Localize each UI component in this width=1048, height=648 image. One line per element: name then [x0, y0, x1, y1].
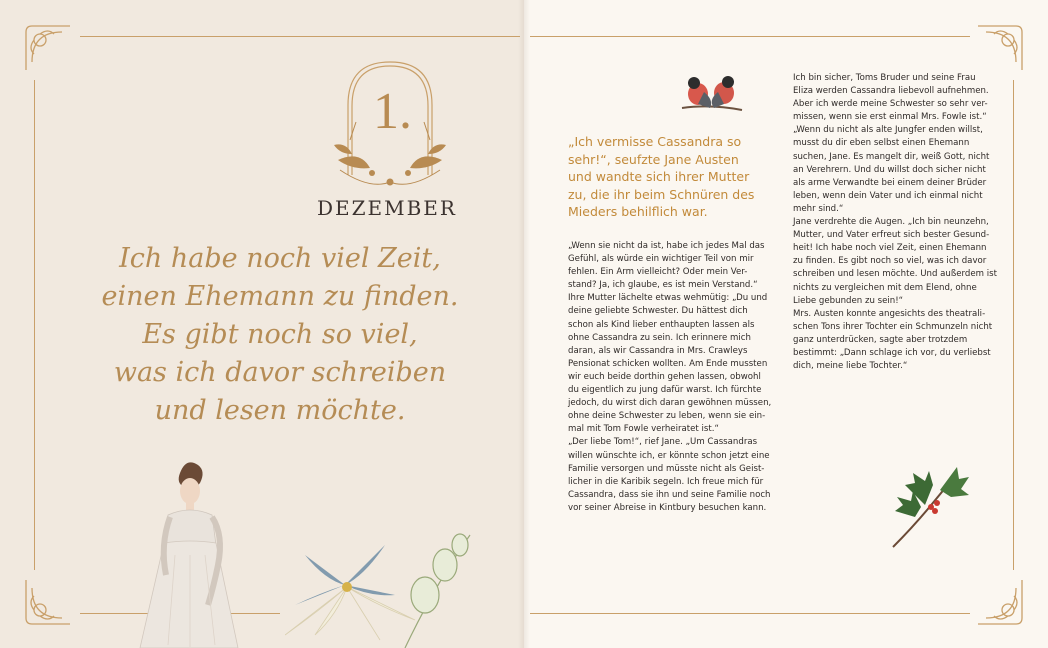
text-line: Jane verdrehte die Augen. „Ich bin neunzehn, — [793, 217, 989, 228]
frame-top-right — [530, 36, 970, 37]
text-line: suchen, Jane. Es mangelt dir, weiß Gott, nicht — [793, 151, 990, 162]
bullfinch-birds-icon — [680, 72, 744, 114]
quote-line: Ich habe noch viel Zeit, — [119, 243, 441, 274]
text-line: Aber ich werde meine Schwester so sehr ver- — [793, 99, 988, 110]
text-line: nichts zu vergleichen mit dem Elend, ohne — [793, 282, 977, 293]
text-line: Mutter, und Vater erfreut sich bester Gesund- — [793, 230, 990, 241]
text-line: missen, wenn sie erst einmal Mrs. Fowle ist.“ — [793, 112, 987, 123]
text-line: ganz unterdrücken, sagte aber trotzdem — [793, 334, 968, 345]
flourish-corner-icon — [970, 572, 1030, 632]
text-line: mehr sind.“ — [793, 203, 844, 214]
text-line: mal mit Tom Fowle verheiratet ist.“ — [568, 424, 719, 435]
text-line: ohne deine Schwester zu leben, wenn sie ein- — [568, 411, 766, 422]
story-column-1 — [568, 240, 776, 515]
text-line: zu finden. Es gibt noch so viel, was ich davor — [793, 256, 987, 267]
flourish-corner-icon — [18, 18, 78, 78]
text-line: schreiben und lesen möchte. Und außerdem ist — [793, 269, 998, 280]
text-line: willen wünschte ich, er könnte schon jetzt eine — [568, 450, 770, 461]
frame-top-left — [80, 36, 520, 37]
text-line: Liebe gebunden zu sein!“ — [793, 295, 904, 306]
text-line: „Der liebe Tom!“, rief Jane. „Um Cassandras — [568, 437, 758, 448]
story-intro — [568, 133, 778, 221]
intro-line: sehr!“, seufzte Jane Austen — [568, 151, 739, 167]
intro-line: zu, die ihr beim Schnüren des — [568, 186, 755, 202]
text-line: deine geliebte Schwester. Du hättest dich — [568, 306, 748, 317]
text-line: jedoch, du wirst dich daran gewöhnen müssen, — [568, 398, 772, 409]
intro-line: und wandte sich ihrer Mutter — [568, 169, 750, 184]
text-line: Ich bin sicher, Toms Bruder und seine Frau — [793, 73, 976, 83]
flourish-corner-icon — [970, 18, 1030, 78]
text-line: licher in die Karibik segeln. Ich freue mich für — [568, 476, 764, 487]
calendar-month: DEZEMBER — [317, 196, 457, 220]
text-line: Pensionat schicken wollten. Am Ende mussten — [568, 358, 768, 369]
text-line: leben, wenn dein Vater und ich einmal nicht — [793, 190, 983, 201]
text-line: wir euch beide dorthin gehen lassen, obwohl — [568, 371, 761, 382]
text-line: musst du dir eben selbst einen Ehemann — [793, 138, 970, 149]
text-line: Cassandra, dass sie ihn und seine Familie noch — [568, 489, 771, 500]
quote-line: und lesen möchte. — [154, 395, 406, 426]
text-line: „Wenn sie nicht da ist, habe ich jedes Mal das — [568, 241, 765, 251]
text-line: Eliza werden Cassandra liebevoll aufnehmen. — [793, 86, 989, 97]
holly-sprig-icon — [885, 455, 970, 555]
lady-figure-icon — [120, 455, 270, 648]
text-line: stand? Ja, ich glaube, es ist mein Verstand.“ — [568, 280, 758, 291]
text-line: daran, als wir Cassandra in Mrs. Crawleys — [568, 345, 748, 356]
text-line: dich, meine liebe Tochter.“ — [793, 361, 908, 372]
frame-right — [1013, 80, 1014, 570]
text-line: schen Tons ihrer Tochter ein Schmunzeln nicht — [793, 321, 993, 332]
text-line: vor seiner Abreise in Kintbury besuchen kann. — [568, 502, 767, 513]
frame-bottom-right — [530, 613, 970, 614]
story-column-2 — [793, 72, 1006, 373]
text-line: Gefühl, als würde ein wichtiger Teil von mir — [568, 254, 754, 265]
quote-line: Es gibt noch so viel, — [142, 319, 418, 350]
text-line: heit! Ich habe noch viel Zeit, einen Ehemann — [793, 243, 987, 254]
text-line: als arme Verwandte bei einem deiner Brüder — [793, 177, 987, 188]
text-line: an Verehrern. Und du willst doch sicher nicht — [793, 164, 986, 175]
text-line: du eigentlich zu jung dafür warst. Ich fürchte — [568, 385, 762, 396]
quote-line: was ich davor schreiben — [113, 357, 447, 388]
text-line: „Wenn du nicht als alte Jungfer enden willst, — [793, 125, 983, 136]
quote-line: einen Ehemann zu finden. — [101, 281, 459, 312]
text-line: Familie versorgen und müsste nicht als Geist- — [568, 463, 765, 474]
text-line: fehlen. Ein Arm vielleicht? Oder mein Ver- — [568, 267, 748, 278]
book-gutter — [518, 0, 530, 648]
pull-quote — [75, 240, 485, 430]
text-line: Ihre Mutter lächelte etwas wehmütig: „Du und — [568, 293, 768, 304]
flourish-corner-icon — [18, 572, 78, 632]
intro-line: „Ich vermisse Cassandra so — [568, 134, 742, 149]
text-line: schon als Kind lieber enthaupten lassen als — [568, 319, 755, 330]
text-line: Mrs. Austen konnte angesichts des theatrali- — [793, 308, 986, 319]
poinsettia-flower-icon — [285, 525, 485, 648]
intro-line: Mieders behilflich war. — [568, 204, 708, 219]
text-line: ohne Cassandra zu sein. Ich erinnere mich — [568, 332, 751, 343]
frame-left — [34, 80, 35, 570]
calendar-day: 1. — [373, 83, 412, 140]
text-line: bestimmt: „Dann schlage ich vor, du verliebst — [793, 347, 991, 358]
